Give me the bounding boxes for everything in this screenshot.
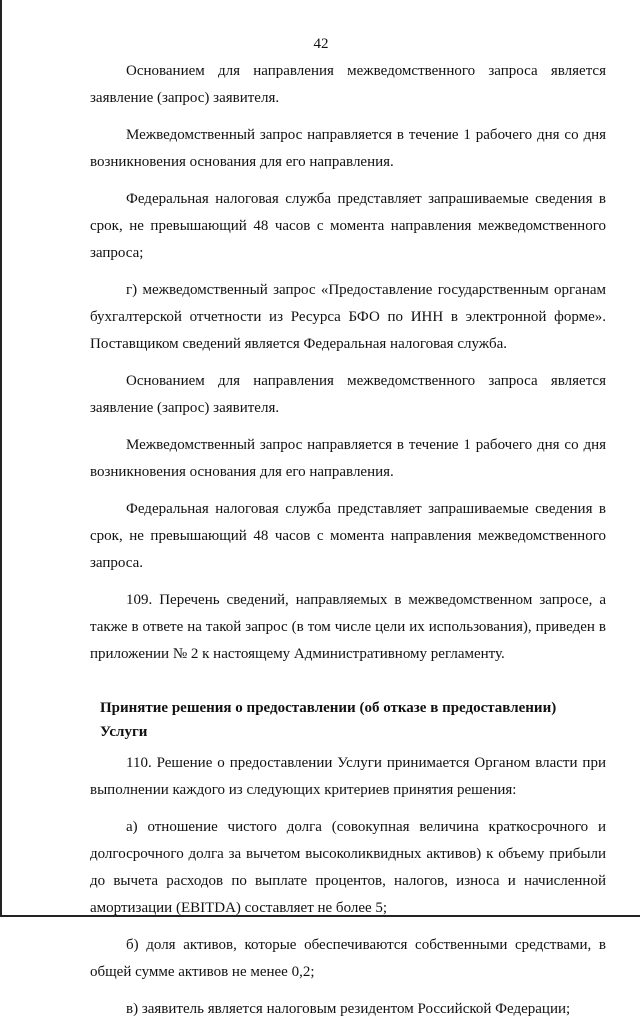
paragraph: 110. Решение о предоставлении Услуги принимается Органом власти при выполнении каждого из следующих критериев принятия решения:: [90, 755, 606, 798]
section-heading: Принятие решения о предоставлении (об отказе в предоставлении) Услуги: [100, 700, 557, 740]
paragraph: Федеральная налоговая служба представляет запрашиваемые сведения в срок, не превышающий 48 часов с момента направления межведомственного запроса.: [90, 501, 606, 571]
paragraph: а) отношение чистого долга (совокупная величина краткосрочного и долгосрочного долга за вычетом высоколиквидных активов) к объему прибыли до вычета расходов по выплате процентов, налогов, износа и начисленной амортизации (EBITDA) составляет не более 5;: [90, 819, 606, 916]
paragraph: г) межведомственный запрос «Предоставление государственным органам бухгалтерской отчетности из Ресурса БФО по ИНН в электронной форме». Поставщиком сведений является Федеральная налоговая служба.: [90, 282, 606, 352]
document-body: [90, 58, 606, 1033]
paragraph: Межведомственный запрос направляется в течение 1 рабочего дня со дня возникновения основания для его направления.: [90, 437, 606, 480]
paragraph: в) заявитель является налоговым резидентом Российской Федерации;: [126, 1001, 571, 1017]
paragraph: 109. Перечень сведений, направляемых в межведомственном запросе, а также в ответе на такой запрос (в том числе цели их использования), приведен в приложении № 2 к настоящему Административному регламенту.: [90, 592, 606, 662]
paragraph: Основанием для направления межведомственного запроса является заявление (запрос) заявителя.: [90, 63, 606, 106]
page-number: 42: [313, 36, 329, 52]
paragraph: Основанием для направления межведомственного запроса является заявление (запрос) заявителя.: [90, 373, 606, 416]
paragraph: б) доля активов, которые обеспечиваются собственными средствами, в общей сумме активов не менее 0,2;: [90, 937, 606, 980]
paragraph: Межведомственный запрос направляется в течение 1 рабочего дня со дня возникновения основания для его направления.: [90, 127, 606, 170]
paragraph: Федеральная налоговая служба представляет запрашиваемые сведения в срок, не превышающий 48 часов с момента направления межведомственного запроса;: [90, 191, 606, 261]
